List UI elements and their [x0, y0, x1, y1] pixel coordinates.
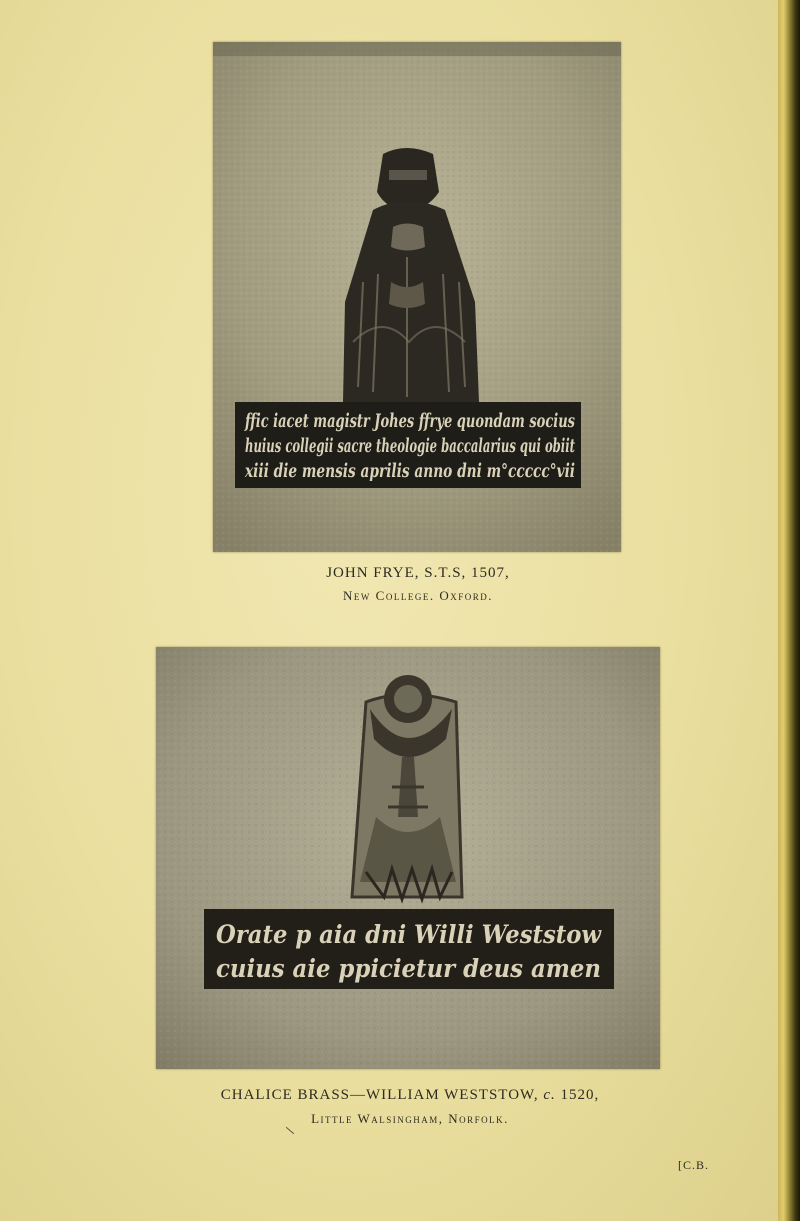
plate-2-caption-main: CHALICE BRASS—WILLIAM WESTSTOW, [220, 1087, 544, 1103]
plate-2-caption-circa: c. [543, 1087, 556, 1103]
svg-text:Orate p aia dni Willi Weststow: Orate p aia dni Willi Weststow [216, 920, 603, 949]
inscription-plate [235, 402, 581, 488]
plate-1-caption-title: JOHN FRYE, S.T.S, 1507, [326, 565, 510, 581]
plate-2-caption-location: Little Walsingham, Norfolk. [311, 1111, 509, 1126]
chalice-inscription-plate [204, 909, 614, 989]
svg-text:huius collegii sacre theologie: huius collegii sacre theologie baccalarius qui obiit [245, 435, 576, 457]
plate-chalice-brass [156, 647, 660, 1069]
chalice-brass-image [156, 647, 660, 1069]
plate-john-frye [213, 42, 621, 552]
svg-text:cuius aie ppicietur deus amen: cuius aie ppicietur deus amen [216, 954, 601, 983]
plate-2-caption-year: 1520, [555, 1087, 600, 1103]
john-frye-brass-image [213, 42, 621, 552]
plate-1-caption-location: New College. Oxford. [343, 588, 493, 603]
plate-2-caption-title [150, 1087, 670, 1104]
svg-text:xiii die mensis aprilis anno d: xiii die mensis aprilis anno dni m°ccccc°vii [244, 460, 575, 482]
svg-text:ffic iacet magistr Johes ffrye: ffic iacet magistr Johes ffrye quondam socius [243, 410, 576, 432]
chalice-figure [352, 675, 462, 899]
book-spine [778, 0, 800, 1221]
photo-credit: [C.B. [678, 1158, 710, 1172]
